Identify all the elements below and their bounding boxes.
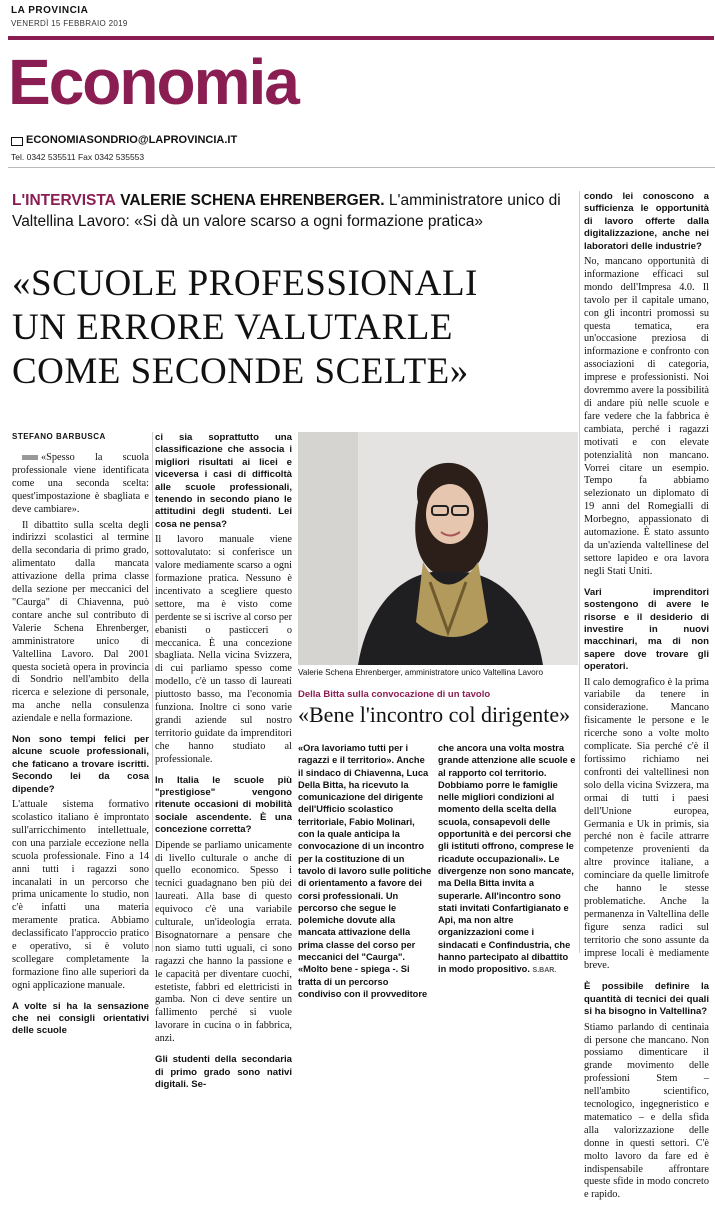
- kicker-name: VALERIE SCHENA EHRENBERGER.: [120, 192, 385, 209]
- quote-marker: [22, 455, 38, 460]
- question: Vari imprenditori sostengono di avere le risorse e il desiderio di investire in nuovi macchinari, ma di non sapere dove trovare gli operatori.: [584, 586, 709, 673]
- headline: [12, 262, 572, 394]
- envelope-icon: [11, 137, 23, 146]
- kicker-label: L'INTERVISTA: [12, 192, 116, 209]
- kicker-text: L'amministratore unico di Valtellina Lavoro: «Si dà un valore scarso a ogni formazione pratica»: [12, 192, 561, 230]
- question: In Italia le scuole più "prestigiose" vengono ritenute occasioni di mobilità sociale ascendente. È una concezione corretta?: [155, 774, 292, 836]
- paragraph: Il calo demografico è la prima variabile da tenere in considerazione. Mancano fisicamente le persone e le ricerche sono a volte molto complicate. Sia perché c'è il fortissimo richiamo nei confronti dei valtellinesi non solo della vicina Svizzera, ma ormai di tutti i paesi dell'Unione europea, Germania e Uk in primis, sia perché non è facile attrarre competenze provenienti da altre province italiane, a cominciare da quelle limitrofe che hanno le stesse problematiche. Anche la permanenza in Valtellina delle figure senza radici sul territorio che sono assunte da imprese locali è mediamente breve.: [584, 676, 709, 972]
- headline-line: «SCUOLE PROFESSIONALI: [12, 263, 478, 304]
- section-phone: Tel. 0342 535511 Fax 0342 535553: [11, 152, 145, 162]
- kicker: [12, 190, 572, 232]
- paragraph: Dipende se parliamo unicamente di livello culturale o anche di quello economico. Spesso i tecnici guadagnano ben più dei laureati. Alla base di questo equivoco c'è una variabile culturale, un'ideologia errata. Bisognatornare a pensare che non siamo tutti uguali, ci sono ragazzi che hanno la passione e le capacità per diventare cuochi, estetiste, fabbri ed elettricisti in gamba. Non ci deve sentire un fallimento perché si vuole lavorare in cucina o in fabbrica, anzi.: [155, 839, 292, 1045]
- question: È possibile definire la quantità di tecnici dei quali si ha bisogno in Valtellina?: [584, 981, 709, 1018]
- section-rule: [8, 167, 715, 168]
- question: Gli studenti della secondaria di primo grado sono nativi digitali. Se-: [155, 1054, 292, 1090]
- sub-article-column-1: «Ora lavoriamo tutti per i ragazzi e il territorio». Anche il sindaco di Chiavenna, Luca Della Bitta, ha ricevuto la comunicazione del dirigente dell'Ufficio scolastico territoriale, Fabio Molinari, con la quale anticipa la convocazione di un incontro per la costituzione di un tavolo di lavoro sulle politiche di orientamento a favore dei corsi professionali. Un percorso che segue le polemiche dovute alla mancata attivazione della prima classe del corso per meccanici del "Caurga". «Molto bene - spiega -. Si tratta di un percorso condiviso con il provveditore: [298, 743, 432, 999]
- question: condo lei conoscono a sufficienza le opportunità di lavoro offerte dalla digitalizzazione, anche nei laboratori delle industrie?: [584, 191, 709, 252]
- sub-article-headline: «Bene l'incontro col dirigente»: [298, 702, 571, 727]
- paragraph: Stiamo parlando di centinaia di persone che mancano. Non possiamo dimenticare il grande movimento delle professioni Stem – nell'ambito scientifico, tecnologico, ingegneristico e matematico – e della sfida alla valorizzazione delle donne in questi settori. C'è molto lavoro da fare ed è indispensabile affrontare queste sfide in modo concreto e rapido.: [584, 1021, 709, 1201]
- masthead-date: VENERDÌ 15 FEBBRAIO 2019: [11, 19, 128, 28]
- article-column-3: [584, 191, 709, 1205]
- headline-line: UN ERRORE VALUTARLE: [12, 307, 453, 348]
- article-column-1: [12, 452, 149, 1041]
- section-email[interactable]: ECONOMIASONDRIO@LAPROVINCIA.IT: [26, 134, 238, 146]
- portrait-illustration: [298, 432, 578, 665]
- column-divider: [152, 432, 153, 952]
- question: Non sono tempi felici per alcune scuole professionali, che faticano a trovare iscritti. Secondo lei da cosa dipende?: [12, 734, 149, 795]
- section-title: Economia: [8, 46, 298, 118]
- top-rule: [8, 36, 714, 40]
- headline-line: COME SECONDE SCELTE»: [12, 351, 469, 392]
- question: A volte si ha la sensazione che nei consigli orientativi delle scuole: [12, 1000, 149, 1037]
- paragraph: Il lavoro manuale viene sottovalutato: si conferisce un valore mediamente scarso a ogni formazione pratica. Nessuno è incentivato a scegliere questo settore, ma è visto come perdente se si iscrive al corso per ebanisti o pasticceri o meccanica. È una concezione sbagliata. Nella vicina Svizzera, di cui parliamo spesso come modello, c'è un tasso di laureati piuttosto basso, ma l'economia funziona. Inoltre ci sono varie grandi aziende sul nostro territorio guidate da imprenditori che hanno studiato al professionale.: [155, 534, 292, 765]
- masthead-name: LA PROVINCIA: [11, 5, 89, 16]
- photo-caption: Valerie Schena Ehrenberger, amministratore unico Valtellina Lavoro: [298, 668, 543, 677]
- paragraph: Il dibattito sulla scelta degli indirizzi scolastici al termine della secondaria di primo grado, alimentato dalla mancata attivazione della prima classe della sezione per meccanici del "Caurga" di Chiavenna, può contare anche sul contributo di Valerie Schena Ehrenberger, amministratore unico di Valtellina Lavoro. Dal 2001 questa società opera in provincia di Sondrio nell'ambito della ricerca e selezione di personale, ma anche nella consulenza aziendale e nella formazione.: [12, 519, 149, 725]
- paragraph: «Spesso la scuola professionale viene identificata come una seconda scelta: quest'impostazione è sbagliata e deve cambiare».: [12, 452, 149, 515]
- signature: S.BAR.: [532, 967, 557, 975]
- sub-article-kicker: Della Bitta sulla convocazione di un tavolo: [298, 689, 491, 700]
- byline: STEFANO BARBUSCA: [12, 432, 106, 441]
- paragraph: L'attuale sistema formativo scolastico italiano è improntato sull'arricchimento intellettuale, con una parziale eccezione nella scuola professionale. Fino a 14 anni tutti i ragazzi sono incanalati in un percorso che prima unicamente lo studio, non c'è infatti una materia meramente pratica. Abbiamo declassificato l'approccio pratico e operativo, si è voluto scollegare completamente la formazione fino alle superiori da ogni applicazione manuale.: [12, 799, 149, 991]
- paragraph: No, mancano opportunità di informazione efficaci sul mondo dell'Impresa 4.0. Il tavolo per il capitale umano, con gli incontri promossi su questa tematica, era un'occasione preziosa di informazione e confronto con associazioni di categoria, imprese e professionisti. Noi dovremmo avere la possibilità di andare più nelle scuole e fare vedere che la fabbrica è cambiata, perché i ragazzi motivati e con elevate potenzialità non mancano. Vorrei citare un esempio. Tempo fa abbiamo selezionato un diplomato di 19 anni del Romegialli di Morbegno, appassionato di automazione. È stato assunto da un'azienda valtellinese del settore lapideo e ora lavora negli Stati Uniti.: [584, 256, 709, 577]
- article-column-2: [155, 432, 292, 1094]
- portrait-photo: [298, 432, 578, 665]
- question: ci sia soprattutto una classificazione che associa i migliori risultati ai licei e viceversa i casi di difficoltà alle scuole professionali, tenendo in secondo piano le attitudini degli studenti. Lei cosa ne pensa?: [155, 432, 292, 530]
- sub-article-column-2: che ancora una volta mostra grande attenzione alle scuole e al rapporto col territorio. Dobbiamo porre le famiglie nelle migliori condizioni al momento della scelta della scuola, consapevoli delle opportunità e dei percorsi che gli istituti offrono, comprese le ricadute occupazionali». Le divergenze non sono mancate, ma Della Bitta invita a superarle. All'incontro sono stati invitati Confartigianato e Api, ma non altre organizzazioni come i sindacati e Confindustria, che hanno partecipato al dibattito in modo propositivo. S.BAR.: [438, 743, 576, 975]
- column-divider: [579, 191, 580, 953]
